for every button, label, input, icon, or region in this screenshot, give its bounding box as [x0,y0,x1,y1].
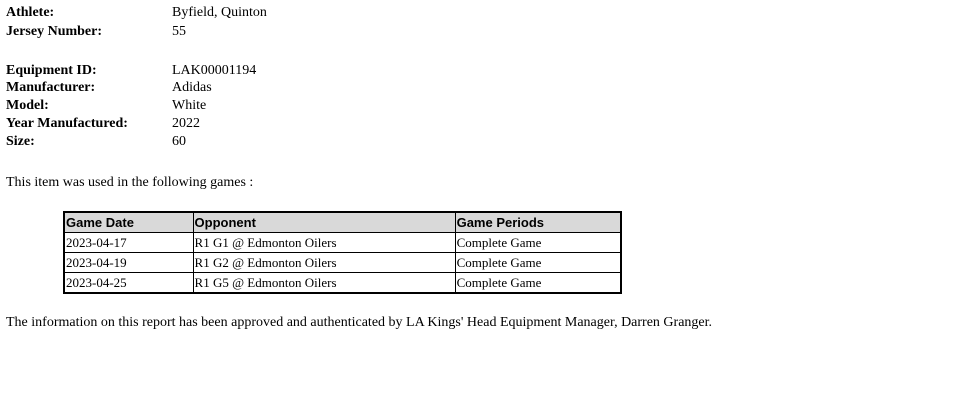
manufacturer-label: Manufacturer: [6,80,96,95]
equipment-id-value: LAK00001194 [172,63,257,78]
footer-note: The information on this report has been approved and authenticated by LA Kings' Head Equipment Manager, Darren Granger. [6,315,713,330]
header-game-periods: Game Periods [455,212,621,233]
header-game-date: Game Date [64,212,193,233]
year-value: 2022 [172,116,200,131]
cell-opponent: R1 G5 @ Edmonton Oilers [193,273,455,294]
jersey-value: 55 [172,24,186,39]
cell-game-date: 2023-04-25 [64,273,193,294]
equipment-id-label: Equipment ID: [6,63,97,78]
manufacturer-value: Adidas [172,80,212,95]
table-row [64,233,621,253]
header-opponent: Opponent [193,212,455,233]
cell-game-periods: Complete Game [455,253,621,273]
games-table [63,211,622,294]
games-table-header-row [64,212,621,233]
size-label: Size: [6,134,35,149]
size-value: 60 [172,134,186,149]
model-label: Model: [6,98,49,113]
jersey-label: Jersey Number: [6,24,103,39]
cell-opponent: R1 G2 @ Edmonton Oilers [193,253,455,273]
year-label: Year Manufactured: [6,116,128,131]
cell-game-date: 2023-04-17 [64,233,193,253]
model-value: White [172,98,207,113]
cell-opponent: R1 G1 @ Edmonton Oilers [193,233,455,253]
games-intro: This item was used in the following games : [6,175,254,190]
cell-game-date: 2023-04-19 [64,253,193,273]
table-row [64,253,621,273]
cell-game-periods: Complete Game [455,233,621,253]
athlete-value: Byfield, Quinton [172,5,267,20]
table-row [64,273,621,294]
cell-game-periods: Complete Game [455,273,621,294]
athlete-label: Athlete: [6,5,55,20]
